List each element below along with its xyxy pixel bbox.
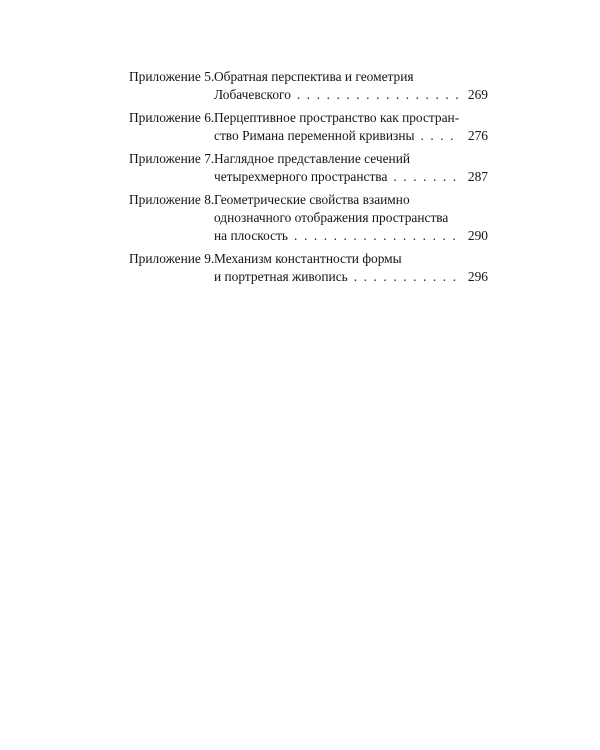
toc-entry-title: и портретная живопись: [214, 269, 348, 284]
toc-entry-title: Механизм константности формы: [214, 251, 402, 266]
toc-entry-line: [129, 68, 488, 86]
toc-entry-prefix: Приложение 7.: [129, 151, 215, 166]
toc-entry-title: Наглядное представление сечений: [214, 151, 411, 166]
toc-page-number: 276: [467, 128, 488, 143]
toc-entry-title: четырехмерного пространства: [214, 169, 388, 184]
dot-leader: [420, 127, 457, 145]
toc-entry-line: [129, 227, 488, 245]
toc-entry-title: однозначного отображения пространства: [214, 210, 449, 225]
toc-page-number: 269: [467, 87, 488, 102]
toc-entry-appendix-8: [129, 191, 488, 245]
toc-entry-line: [129, 209, 488, 227]
toc-entry-line: [129, 127, 488, 145]
toc-entry-line: [129, 268, 488, 286]
toc-entry-prefix: Приложение 6.: [129, 110, 215, 125]
toc-entry-title: Обратная перспектива и геометрия: [214, 69, 414, 84]
toc-entry-appendix-7: [129, 150, 488, 186]
dot-leader: [354, 268, 458, 286]
toc-page-number: 290: [467, 228, 488, 243]
dot-leader: [297, 86, 458, 104]
toc-entry-appendix-6: [129, 109, 488, 145]
toc-page-number: 287: [467, 169, 488, 184]
toc-entry-line: [129, 150, 488, 168]
dot-leader: [294, 227, 458, 245]
dot-leader: [393, 168, 458, 186]
toc-entry-prefix: Приложение 9.: [129, 251, 215, 266]
toc-entry-line: [129, 250, 488, 268]
toc-entry-prefix: Приложение 5.: [129, 69, 215, 84]
toc-entry-line: [129, 86, 488, 104]
toc-page-number: 296: [467, 269, 488, 284]
toc-entry-prefix: Приложение 8.: [129, 192, 215, 207]
toc-entry-appendix-9: [129, 250, 488, 286]
toc-entry-title: Перцептивное пространство как простран-: [214, 110, 460, 125]
toc-entry-line: [129, 191, 488, 209]
toc-entry-appendix-5: [129, 68, 488, 104]
toc-entry-title: Геометрические свойства взаимно: [214, 192, 410, 207]
toc-entry-title: на плоскость: [214, 228, 289, 243]
toc-entry-line: [129, 168, 488, 186]
toc-entry-line: [129, 109, 488, 127]
table-of-contents: [129, 68, 488, 291]
toc-entry-title: Лобачевского: [214, 87, 291, 102]
toc-entry-title: ство Римана переменной кривизны: [214, 128, 415, 143]
